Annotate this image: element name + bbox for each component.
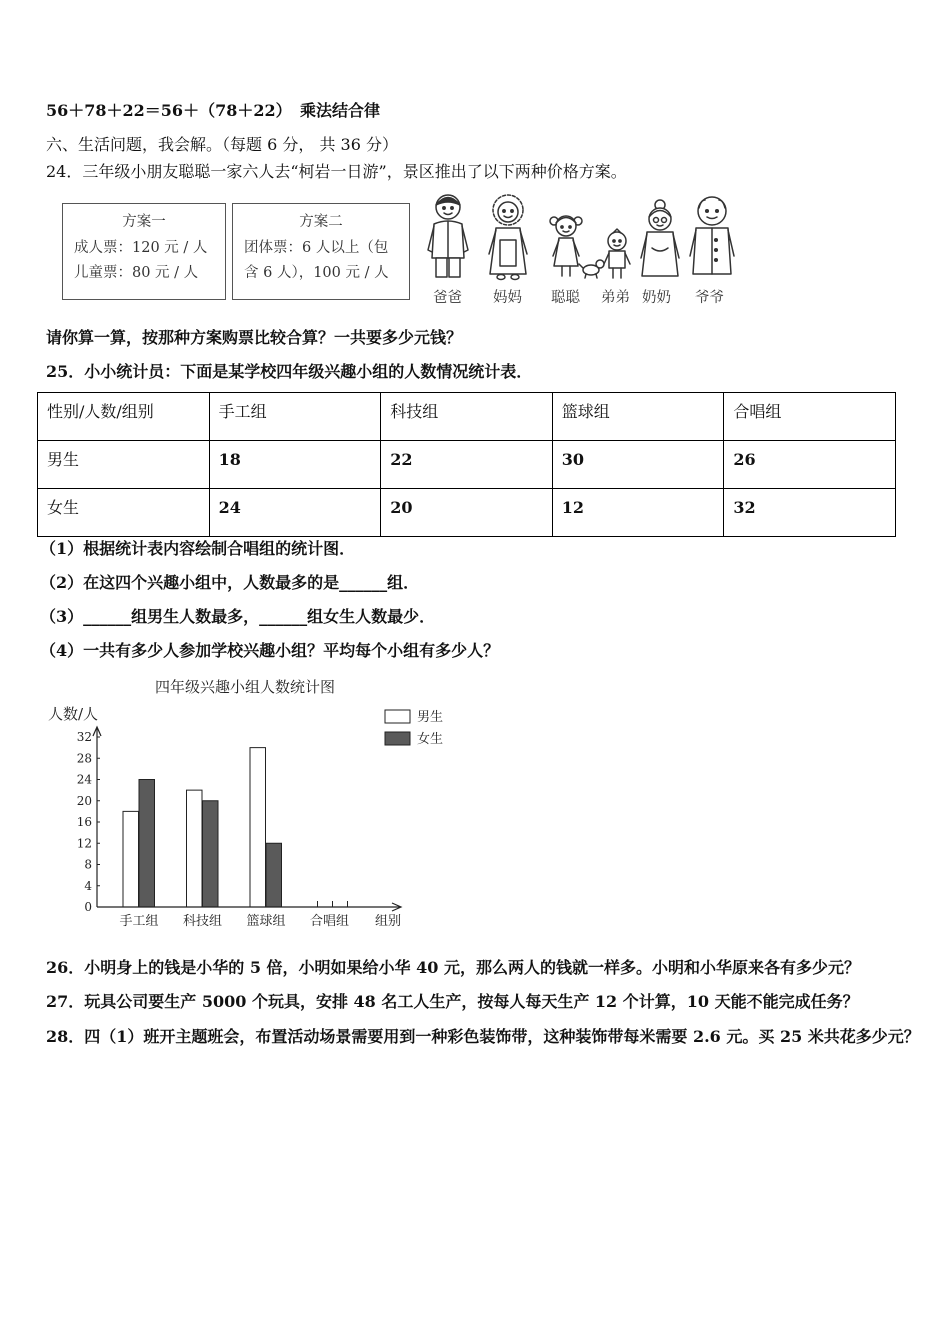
family-label-nainai: 奶奶 [642, 290, 671, 306]
table-header-cell: 性别/人数/组别 [38, 393, 210, 441]
bar-group [123, 748, 282, 907]
y-tick-label: 20 [76, 793, 92, 808]
table-cell: 26 [724, 441, 896, 489]
table-row-label: 男生 [38, 441, 210, 489]
y-axis-label: 人数/人 [48, 705, 99, 723]
table-cell: 30 [552, 441, 724, 489]
question-24-prompt: 24．三年级小朋友聪聪一家六人去“柯岩一日游”，景区推出了以下两种价格方案。 [46, 162, 627, 181]
family-label-congcong: 聪聪 [551, 290, 580, 306]
table-header-cell: 篮球组 [552, 393, 724, 441]
x-category-label: 科技组 [182, 914, 223, 929]
legend-label-girls: 女生 [417, 732, 444, 747]
table-cell: 12 [552, 489, 724, 537]
statistics-table [37, 392, 896, 537]
section-heading: 六、生活问题，我会解。（每题 6 分， 共 36 分） [46, 135, 398, 154]
family-illustration [420, 188, 750, 283]
question-27: 27．玩具公司要生产 5000 个玩具，安排 48 名工人生产，按每人每天生产 12 个计算，10 天能不能完成任务？ [46, 992, 859, 1011]
table-cell: 22 [381, 441, 553, 489]
table-row-label: 女生 [38, 489, 210, 537]
y-tick-label: 28 [76, 751, 92, 766]
x-category-label: 手工组 [119, 914, 159, 929]
table-row [38, 489, 896, 537]
question-25-prompt: 25．小小统计员：下面是某学校四年级兴趣小组的人数情况统计表． [46, 362, 533, 381]
dog-figure [579, 260, 604, 278]
legend-swatch-boys [385, 710, 410, 723]
chart-title: 四年级兴趣小组人数统计图 [154, 678, 336, 696]
x-category-label: 篮球组 [246, 914, 286, 929]
bar-group-1-boys [123, 811, 139, 907]
plan-one-title: 方案一 [122, 214, 166, 230]
bar-group-3-boys [250, 748, 266, 907]
table-header-cell: 科技组 [381, 393, 553, 441]
sub-question-3: （3）______组男生人数最多，______组女生人数最少． [40, 607, 436, 626]
y-tick-label: 32 [76, 730, 92, 744]
bar-chart [40, 672, 460, 934]
sub-question-2: （2）在这四个兴趣小组中，人数最多的是______组． [40, 573, 420, 592]
law-name: 乘法结合律 [300, 101, 381, 120]
plan-two-title: 方案二 [299, 214, 343, 230]
family-label-mom: 妈妈 [493, 290, 522, 306]
nainai-figure [641, 200, 679, 276]
x-axis-label: 组别 [375, 914, 402, 929]
table-cell: 24 [209, 489, 381, 537]
table-cell: 20 [381, 489, 553, 537]
dad-figure [428, 195, 468, 277]
sub-question-4: （4）一共有多少人参加学校兴趣小组？平均每个小组有多少人？ [40, 641, 500, 660]
plan-one-box [62, 203, 226, 300]
plan-one-child-price: 儿童票：80 元 / 人 [74, 265, 199, 281]
bar-group-2-girls [203, 801, 219, 907]
question-24-ask: 请你算一算，按那种方案购票比较合算？一共要多少元钱？ [46, 328, 463, 347]
x-category-label: 合唱组 [309, 914, 350, 929]
didi-figure [604, 229, 630, 278]
y-tick-label: 16 [76, 815, 92, 829]
plan-one-adult-price: 成人票：120 元 / 人 [74, 240, 208, 256]
y-tick-label: 24 [76, 772, 92, 787]
bar-group-2-boys [187, 790, 203, 907]
family-label-yeye: 爷爷 [695, 290, 724, 306]
equation-text: 56＋78＋22＝56＋（78＋22） [46, 101, 292, 120]
sub-question-1: （1）根据统计表内容绘制合唱组的统计图． [40, 539, 356, 558]
family-label-dad: 爸爸 [433, 290, 462, 306]
plan-two-line-2: 含 6 人），100 元 / 人 [244, 265, 389, 281]
family-label-didi: 弟弟 [601, 290, 630, 306]
table-header-row [38, 393, 896, 441]
bar-group-3-girls [266, 843, 282, 907]
y-tick-label: 0 [84, 900, 92, 914]
question-28: 28．四（1）班开主题班会，布置活动场景需要用到一种彩色装饰带，这种装饰带每米需要 2.6 元。买 25 米共花多少元？ [46, 1027, 920, 1046]
table-row [38, 441, 896, 489]
mom-figure [489, 195, 527, 280]
table-header-cell: 手工组 [209, 393, 381, 441]
y-tick-label: 8 [84, 857, 92, 872]
table-cell: 32 [724, 489, 896, 537]
legend-label-boys: 男生 [417, 710, 444, 725]
table-header-cell: 合唱组 [724, 393, 896, 441]
table-cell: 18 [209, 441, 381, 489]
legend-swatch-girls [385, 732, 410, 745]
plan-two-line-1: 团体票：6 人以上（包 [244, 240, 389, 256]
y-tick-label: 12 [76, 836, 92, 851]
y-tick-label: 4 [84, 878, 92, 893]
plan-two-box [232, 203, 410, 300]
yeye-figure [690, 197, 734, 274]
congcong-figure [550, 216, 582, 276]
bar-group-1-girls [139, 780, 155, 908]
question-26: 26．小明身上的钱是小华的 5 倍，小明如果给小华 40 元，那么两人的钱就一样多。小明和小华原来各有多少元？ [46, 958, 860, 977]
